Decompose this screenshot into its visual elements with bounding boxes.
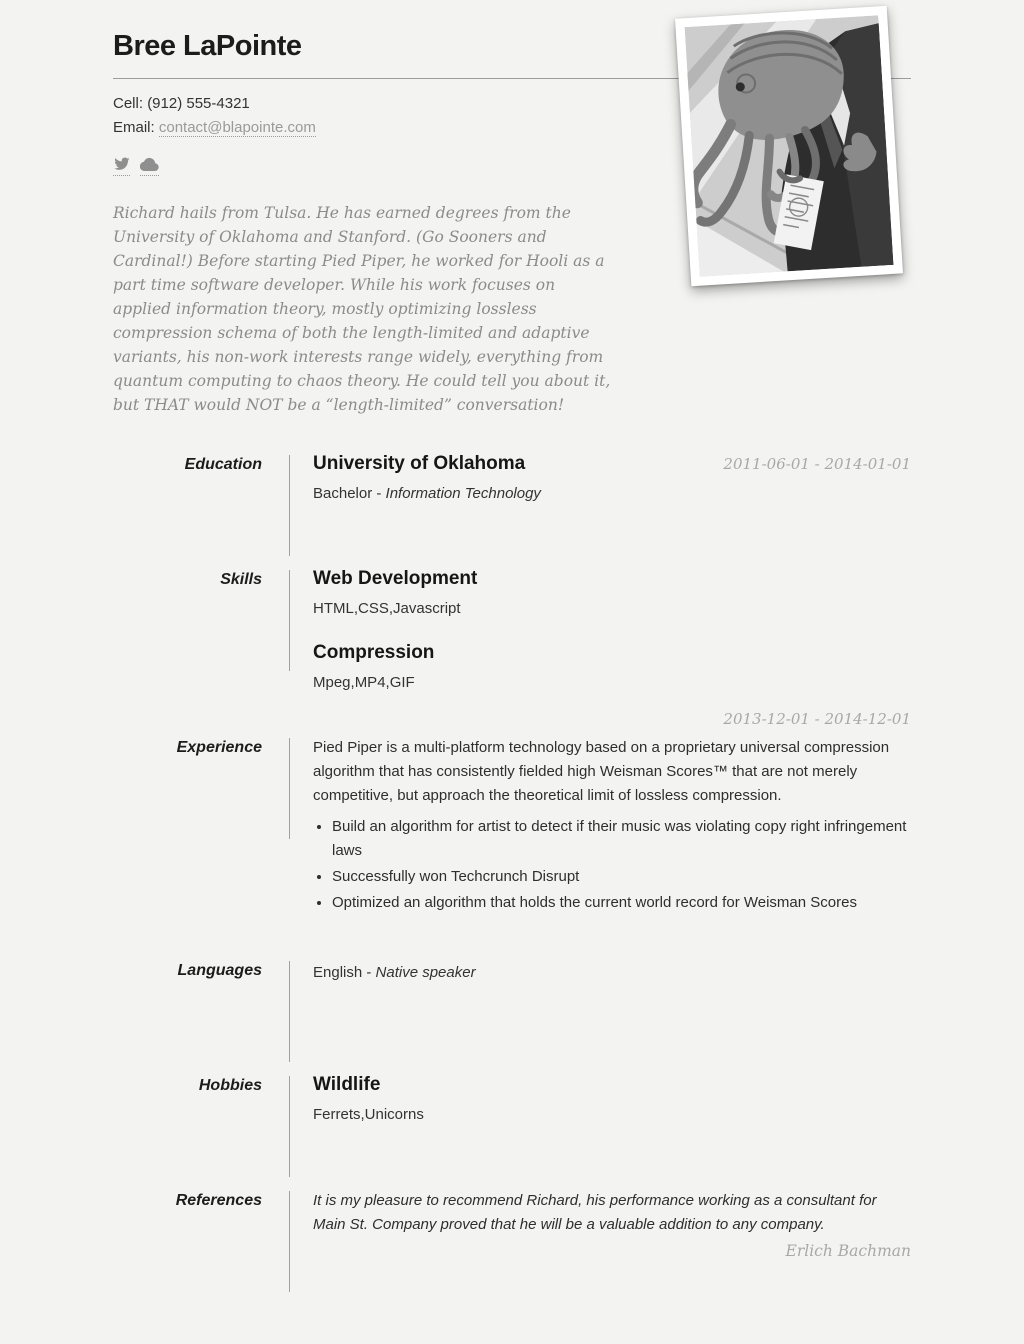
photo-illustration xyxy=(685,15,894,276)
skill-name: Web Development xyxy=(313,568,478,589)
section-experience xyxy=(113,710,911,917)
highlight-item: • Build an algorithm for artist to detect if their music was violating copy right infringement laws xyxy=(332,815,911,863)
resume-body xyxy=(113,453,911,1289)
experience-label: Experience xyxy=(176,739,262,756)
section-languages xyxy=(113,959,911,1059)
profile-photo xyxy=(675,6,903,286)
skill-item xyxy=(313,642,911,695)
twitter-icon xyxy=(113,157,130,171)
reference-quote: It is my pleasure to recommend Richard, his performance working as a consultant for Main St. Company proved that he will be a valuable addition to any company. xyxy=(313,1192,877,1233)
education-degree-line xyxy=(313,482,911,506)
highlight-item: • Optimized an algorithm that holds the current world record for Weisman Scores xyxy=(332,891,911,915)
language-fluency: Native speaker xyxy=(375,964,476,981)
skill-keywords: HTML,CSS,Javascript xyxy=(313,600,461,617)
skills-label: Skills xyxy=(220,571,262,588)
education-dates: 2011-06-01 - 2014-01-01 xyxy=(723,455,911,473)
skill-keywords: Mpeg,MP4,GIF xyxy=(313,674,415,691)
language-name: English - xyxy=(313,964,372,981)
cell-label: Cell: xyxy=(113,95,144,112)
skill-name: Compression xyxy=(313,642,435,663)
email-label: Email: xyxy=(113,119,155,136)
reference-name: Erlich Bachman xyxy=(785,1242,911,1260)
language-line xyxy=(313,961,911,985)
bio-summary: Richard hails from Tulsa. He has earned degrees from the University of Oklahoma and Stanford. (Go Sooners and Cardinal!) Before starting Pied Piper, he worked for Hooli as a part time software developer. While his work focuses on applied information theory, mostly optimizing lossless compression schema of both the length-limited and adaptive variants, his non-work interests range widely, everything from quantum computing to chaos theory. He could tell you about it, but THAT would NOT be a “length-limited” conversation! xyxy=(113,204,611,414)
cloud-icon xyxy=(140,157,159,171)
education-label: Education xyxy=(184,456,262,473)
education-area: Information Technology xyxy=(385,485,541,502)
hobby-keywords: Ferrets,Unicorns xyxy=(313,1106,424,1123)
twitter-link[interactable] xyxy=(113,157,130,176)
experience-dates: 2013-12-01 - 2014-12-01 xyxy=(723,710,911,728)
experience-highlights xyxy=(313,815,911,915)
section-references xyxy=(113,1189,911,1289)
resume-header xyxy=(113,30,911,417)
highlight-item: • Successfully won Techcrunch Disrupt xyxy=(332,865,911,889)
languages-label: Languages xyxy=(177,962,262,979)
section-education xyxy=(113,453,911,553)
hobbies-label: Hobbies xyxy=(198,1077,262,1094)
section-hobbies xyxy=(113,1074,911,1174)
cell-value: (912) 555-4321 xyxy=(147,95,250,112)
page-title: Bree LaPointe xyxy=(113,30,302,62)
experience-summary: Pied Piper is a multi-platform technology based on a proprietary universal compression algorithm that has consistently fielded high Weisman Scores™ that are not merely competitive, but approach the theoretical limit of lossless compression. xyxy=(313,739,890,804)
education-degree: Bachelor - xyxy=(313,485,382,502)
soundcloud-link[interactable] xyxy=(140,157,159,176)
email-link[interactable]: contact@blapointe.com xyxy=(158,119,316,136)
education-institution: University of Oklahoma xyxy=(313,453,526,474)
hobby-name: Wildlife xyxy=(313,1074,381,1095)
skill-item xyxy=(313,568,911,621)
references-label: References xyxy=(175,1192,262,1209)
section-skills xyxy=(113,568,911,695)
